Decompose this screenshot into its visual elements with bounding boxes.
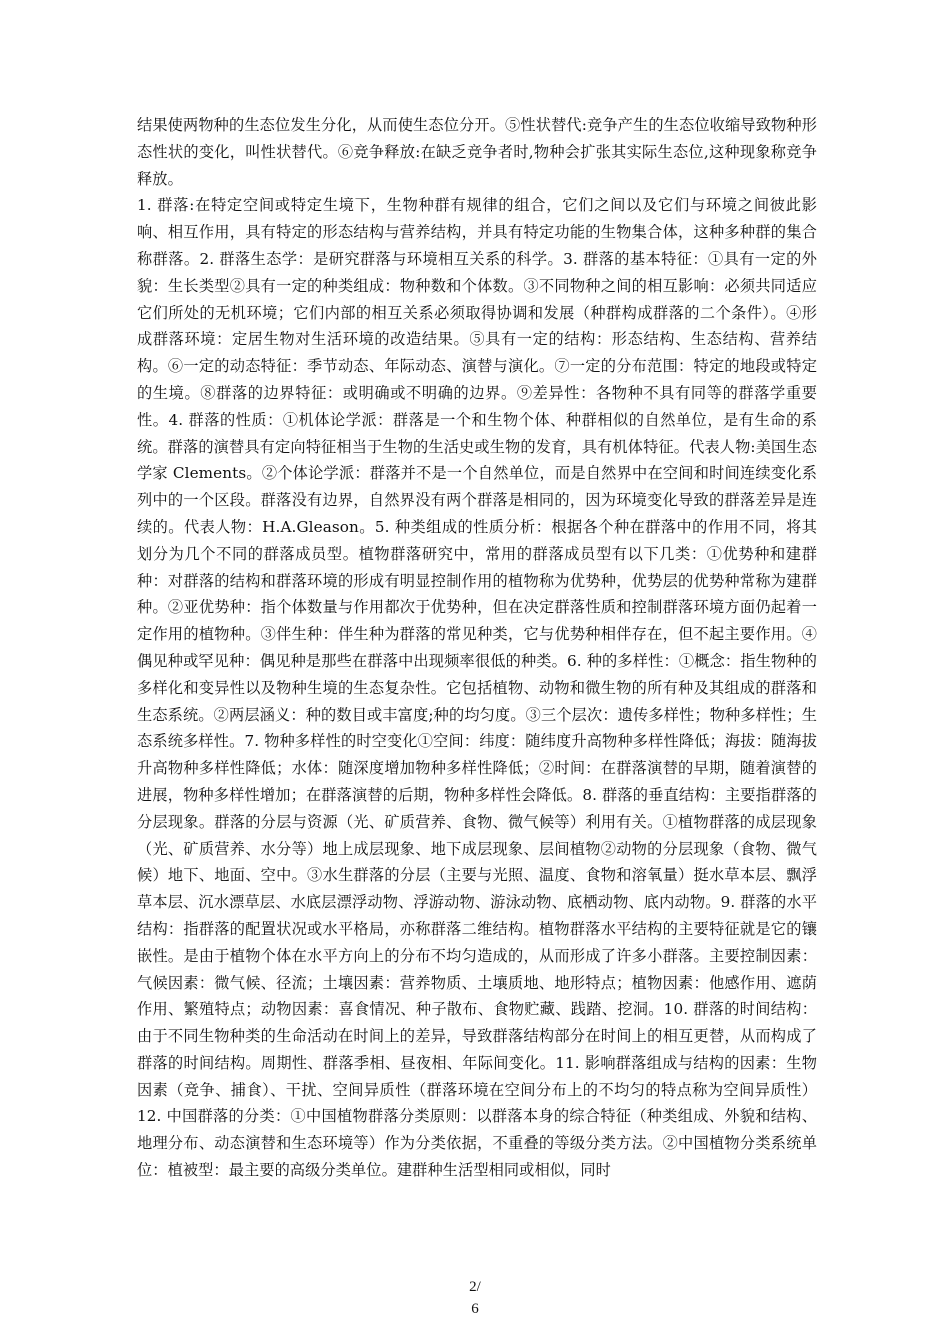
paragraph-competition-release: 结果使两物种的生态位发生分化，从而使生态位分开。⑤性状替代:竞争产生的生态位收缩导致物种形态性状的变化，叫性状替代。⑥竞争释放:在缺乏竞争者时,物种会扩张其实际生态位,这种现象称竞争释放。 [137,116,817,188]
page-number-total: 6 [471,1301,479,1317]
paragraph-community-ecology: 1. 群落:在特定空间或特定生境下，生物种群有规律的组合，它们之间以及它们与环境之间彼此影响、相互作用，具有特定的形态结构与营养结构，并具有特定功能的生物集合体，这种多种群的集合称群落。2. 群落生态学：是研究群落与环境相互关系的科学。3. 群落的基本特征：①具有一定的外貌：生长类型②具有一定的种类组成：物种数和个体数。③不同物种之间的相互影响：必须共同适应它们所处的无机环境；它们内部的相互关系必须取得协调和发展（种群构成群落的二个条件）。④形成群落环境：定居生物对生活环境的改造结果。⑤具有一定的结构：形态结构、生态结构、营养结构。⑥一定的动态特征：季节动态、年际动态、演替与演化。⑦一定的分布范围：特定的地段或特定的生境。⑧群落的边界特征：或明确或不明确的边界。⑨差异性：各物种不具有同等的群落学重要性。4. 群落的性质：①机体论学派：群落是一个和生物个体、种群相似的自然单位，是有生命的系统。群落的演替具有定向特征相当于生物的生活史或生物的发育，具有机体特征。代表人物:美国生态学家 Clements。②个体论学派：群落并不是一个自然单位，而是自然界中在空间和时间连续变化系列中的一个区段。群落没有边界，自然界没有两个群落是相同的，因为环境变化导致的群落差异是连续的。代表人物：H.A.Gleason。5. 种类组成的性质分析：根据各个种在群落中的作用不同，将其划分为几个不同的群落成员型。植物群落研究中，常用的群落成员型有以下几类：①优势种和建群种：对群落的结构和群落环境的形成有明显控制作用的植物称为优势种，优势层的优势种常称为建群种。②亚优势种：指个体数量与作用都次于优势种，但在决定群落性质和控制群落环境方面仍起着一定作用的植物种。③伴生种：伴生种为群落的常见种类，它与优势种相伴存在，但不起主要作用。④偶见种或罕见种：偶见种是那些在群落中出现频率很低的种类。6. 种的多样性：①概念：指生物种的多样化和变异性以及物种生境的生态复杂性。它包括植物、动物和微生物的所有种及其组成的群落和生态系统。②两层涵义：种的数目或丰富度;种的均匀度。③三个层次：遗传多样性；物种多样性；生态系统多样性。7. 物种多样性的时空变化①空间：纬度：随纬度升高物种多样性降低；海拔：随海拔升高物种多样性降低；水体：随深度增加物种多样性降低；②时间：在群落演替的早期，随着演替的进展，物种多样性增加；在群落演替的后期，物种多样性会降低。8. 群落的垂直结构：主要指群落的分层现象。群落的分层与资源（光、矿质营养、食物、微气候等）利用有关。①植物群落的成层现象（光、矿质营养、水分等）地上成层现象、地下成层现象、层间植物②动物的分层现象（食物、微气候）地下、地面、空中。③水生群落的分层（主要与光照、温度、食物和溶氧量）挺水草本层、飘浮草本层、沉水漂草层、水底层漂浮动物、浮游动物、游泳动物、底栖动物、底内动物。9. 群落的水平结构：指群落的配置状况或水平格局，亦称群落二维结构。植物群落水平结构的主要特征就是它的镶嵌性。是由于植物个体在水平方向上的分布不均匀造成的，从而形成了许多小群落。主要控制因素：气候因素：微气候、径流；土壤因素：营养物质、土壤质地、地形特点；植物因素：他感作用、遮荫作用、繁殖特点；动物因素：喜食情况、种子散布、食物贮藏、践踏、挖洞。10. 群落的时间结构：由于不同生物种类的生命活动在时间上的差异，导致群落结构部分在时间上的相互更替，从而构成了群落的时间结构。周期性、群落季相、昼夜相、年际间变化。11. 影响群落组成与结构的因素：生物因素（竞争、捕食）、干扰、空间异质性（群落环境在空间分布上的不均匀的特点称为空间异质性）12. 中国群落的分类：①中国植物群落分类原则：以群落本身的综合特征（种类组成、外貌和结构、地理分布、动态演替和生态环境等）作为分类依据，不重叠的等级分类方法。②中国植物分类系统单位：植被型：最主要的高级分类单位。建群种生活型相同或相似，同时 [137,196,817,1180]
page-number-current: 2/ [469,1279,481,1295]
page-number [0,1276,950,1320]
document-body [137,112,817,1184]
